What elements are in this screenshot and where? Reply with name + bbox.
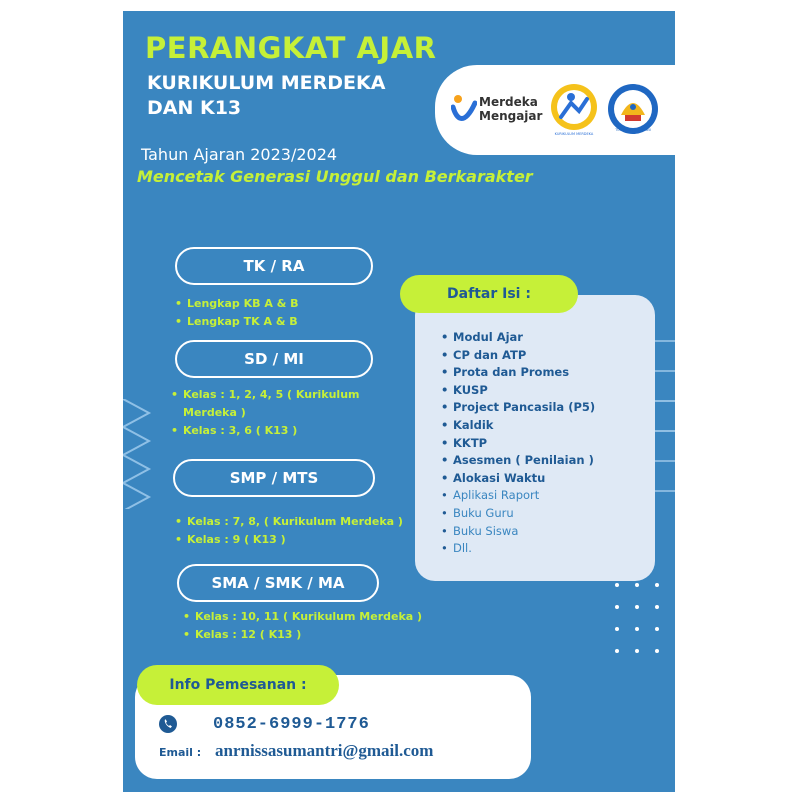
toc-list (441, 329, 595, 558)
list-item: • Kelas : 10, 11 ( Kurikulum Merdeka ) (183, 608, 422, 626)
merdeka-mengajar-logo-icon (451, 93, 477, 129)
level-sma-smk-ma-list (183, 608, 422, 644)
list-item: • CP dan ATP (441, 347, 595, 365)
list-item: • Asesmen ( Penilaian ) (441, 452, 595, 470)
phone-icon (159, 715, 177, 733)
main-title: PERANGKAT AJAR (145, 31, 437, 65)
list-item: • Kelas : 7, 8, ( Kurikulum Merdeka ) (175, 513, 403, 531)
tutwuri-logo-caption: TUT WURI HANDAYANI (615, 128, 651, 132)
list-item: • Kelas : 12 ( K13 ) (183, 626, 422, 644)
level-tk-ra-list (175, 295, 299, 331)
contact-title: Info Pemesanan : (137, 665, 339, 705)
level-sma-smk-ma-pill: SMA / SMK / MA (177, 564, 379, 602)
tut-wuri-handayani-logo-icon (607, 83, 659, 137)
chevron-decoration (123, 399, 155, 509)
phone-number[interactable]: 0852-6999-1776 (213, 715, 370, 734)
subtitle-line-2: DAN K13 (147, 97, 242, 119)
level-sd-mi-pill: SD / MI (175, 340, 373, 378)
subtitle (147, 71, 385, 121)
list-item: • Alokasi Waktu (441, 470, 595, 488)
kurikulum-merdeka-logo-icon (549, 83, 599, 137)
list-item: • Kelas : 3, 6 ( K13 ) (171, 422, 371, 440)
list-item: • Lengkap TK A & B (175, 313, 299, 331)
kurikulum-logo-caption: KURIKULUM MERDEKA (554, 132, 594, 136)
level-smp-mts-pill: SMP / MTS (173, 459, 375, 497)
level-smp-mts-list (175, 513, 403, 549)
list-item: • Project Pancasila (P5) (441, 399, 595, 417)
email-address[interactable]: anrnissasumantri@gmail.com (215, 741, 434, 760)
list-item: • Buku Guru (441, 505, 595, 523)
academic-year: Tahun Ajaran 2023/2024 (141, 145, 338, 164)
list-item: • Kelas : 9 ( K13 ) (175, 531, 403, 549)
list-item: • Kelas : 1, 2, 4, 5 ( Kurikulum Merdeka ) (171, 386, 371, 422)
level-tk-ra-pill: TK / RA (175, 247, 373, 285)
flyer (123, 11, 675, 792)
merdeka-text: Merdeka (479, 95, 538, 109)
list-item: • Lengkap KB A & B (175, 295, 299, 313)
list-item: • Dll. (441, 540, 595, 558)
toc-title: Daftar Isi : (400, 275, 578, 313)
list-item: • Modul Ajar (441, 329, 595, 347)
logo-panel (435, 65, 675, 155)
dots-decoration (607, 577, 675, 673)
list-item: • KUSP (441, 382, 595, 400)
merdeka-mengajar-wordmark (479, 95, 542, 123)
level-sd-mi-list (171, 386, 371, 440)
list-item: • KKTP (441, 435, 595, 453)
subtitle-line-1: KURIKULUM MERDEKA (147, 72, 386, 94)
tagline: Mencetak Generasi Unggul dan Berkarakter (137, 167, 533, 186)
list-item: • Prota dan Promes (441, 364, 595, 382)
list-item: • Buku Siswa (441, 523, 595, 541)
mengajar-text: Mengajar (479, 109, 543, 123)
list-item: • Aplikasi Raport (441, 487, 595, 505)
email-label: Email : (159, 746, 202, 759)
list-item: • Kaldik (441, 417, 595, 435)
